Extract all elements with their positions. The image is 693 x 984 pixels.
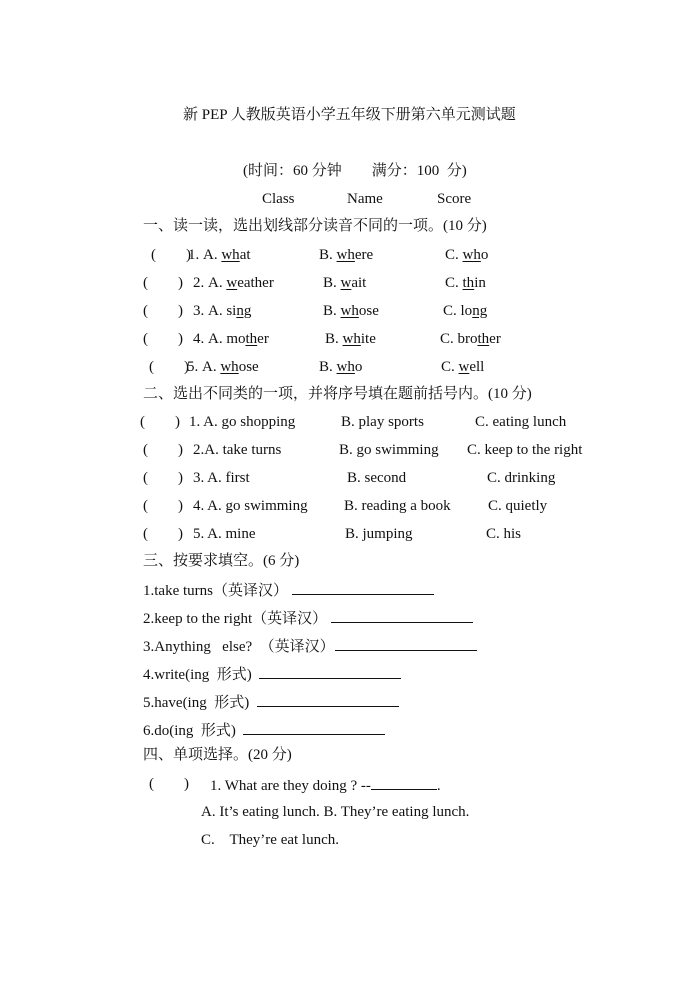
- answer-paren[interactable]: ( ): [143, 442, 183, 458]
- question-number: 5.: [187, 359, 199, 375]
- option-b: B. who: [319, 359, 363, 375]
- option-a: A. mother: [208, 331, 269, 347]
- option-a: A. whose: [202, 359, 259, 375]
- answer-paren[interactable]: ( ): [143, 303, 183, 319]
- answer-paren[interactable]: ( ): [140, 414, 180, 430]
- answer-paren[interactable]: ( ): [149, 359, 189, 375]
- answer-paren[interactable]: ( ): [143, 470, 183, 486]
- answer-paren[interactable]: ( ): [143, 498, 183, 514]
- answer-paren[interactable]: ( ): [151, 247, 191, 263]
- name-label: Name: [347, 191, 383, 207]
- option-c: C. thin: [445, 275, 486, 291]
- question-number: 4.: [193, 331, 205, 347]
- option-a: 1. A. go shopping: [189, 414, 296, 430]
- option-a: 3. A. first: [193, 470, 250, 486]
- question-text: 1. What are they doing ? -- .: [210, 775, 441, 795]
- question-number: 2.: [193, 275, 205, 291]
- fill-item: 5.have(ing 形式): [143, 692, 399, 712]
- section-2-heading: 二、选出不同类的一项，并将序号填在题前括号内。(10 分): [143, 386, 532, 402]
- option-c: C. drinking: [487, 470, 556, 486]
- option-a: 2.A. take turns: [193, 442, 282, 458]
- option-c: C. well: [441, 359, 485, 375]
- section-3-heading: 三、按要求填空。(6 分): [143, 553, 300, 569]
- answer-blank[interactable]: [331, 608, 473, 623]
- question-number: 3.: [193, 303, 205, 319]
- score-label: Score: [437, 191, 472, 207]
- fill-item: 6.do(ing 形式): [143, 720, 385, 740]
- option-c: C. keep to the right: [467, 442, 583, 458]
- option-a: A. what: [203, 247, 251, 263]
- options-ab: A. It’s eating lunch. B. They’re eating lunch.: [201, 804, 470, 820]
- option-c: C. long: [443, 303, 488, 319]
- option-b: B. where: [319, 247, 374, 263]
- option-b: B. play sports: [341, 414, 424, 430]
- question-number: 1.: [188, 247, 200, 263]
- answer-blank[interactable]: [259, 664, 401, 679]
- option-b: B. whose: [323, 303, 379, 319]
- section-1-heading: 一、读一读，选出划线部分读音不同的一项。(10 分): [143, 218, 487, 234]
- option-b: B. second: [347, 470, 407, 486]
- option-c: C. quietly: [488, 498, 548, 514]
- option-c: C. his: [486, 526, 522, 542]
- option-b: B. jumping: [345, 526, 413, 542]
- answer-blank[interactable]: [243, 720, 385, 735]
- option-a: A. sing: [208, 303, 252, 319]
- option-b: B. white: [325, 331, 376, 347]
- option-c: C. eating lunch: [475, 414, 567, 430]
- page-title: 新 PEP 人教版英语小学五年级下册第六单元测试题: [183, 107, 516, 123]
- option-c: C. who: [445, 247, 489, 263]
- class-label: Class: [262, 191, 295, 207]
- fill-item: 4.write(ing 形式): [143, 664, 401, 684]
- answer-blank[interactable]: [257, 692, 399, 707]
- time-score-line: (时间：60 分钟 满分：100 分): [243, 163, 467, 179]
- answer-paren[interactable]: ( ): [143, 526, 183, 542]
- answer-blank[interactable]: [292, 580, 434, 595]
- answer-paren[interactable]: ( ): [143, 331, 183, 347]
- answer-paren[interactable]: ( ): [143, 275, 183, 291]
- option-b: B. go swimming: [339, 442, 439, 458]
- option-a: 5. A. mine: [193, 526, 256, 542]
- fill-item: 2.keep to the right（英译汉）: [143, 608, 473, 628]
- section-4-heading: 四、单项选择。(20 分): [143, 747, 292, 763]
- option-a: A. weather: [208, 275, 274, 291]
- option-c: C. They’re eat lunch.: [201, 832, 340, 848]
- option-b: B. reading a book: [344, 498, 451, 514]
- fill-item: 3.Anything else? （英译汉）: [143, 636, 477, 656]
- option-a: 4. A. go swimming: [193, 498, 308, 514]
- fill-item: 1.take turns（英译汉）: [143, 580, 434, 600]
- answer-paren[interactable]: ( ): [149, 776, 189, 792]
- answer-blank[interactable]: [335, 636, 477, 651]
- option-c: C. brother: [440, 331, 501, 347]
- option-b: B. wait: [323, 275, 367, 291]
- answer-blank[interactable]: [371, 775, 437, 790]
